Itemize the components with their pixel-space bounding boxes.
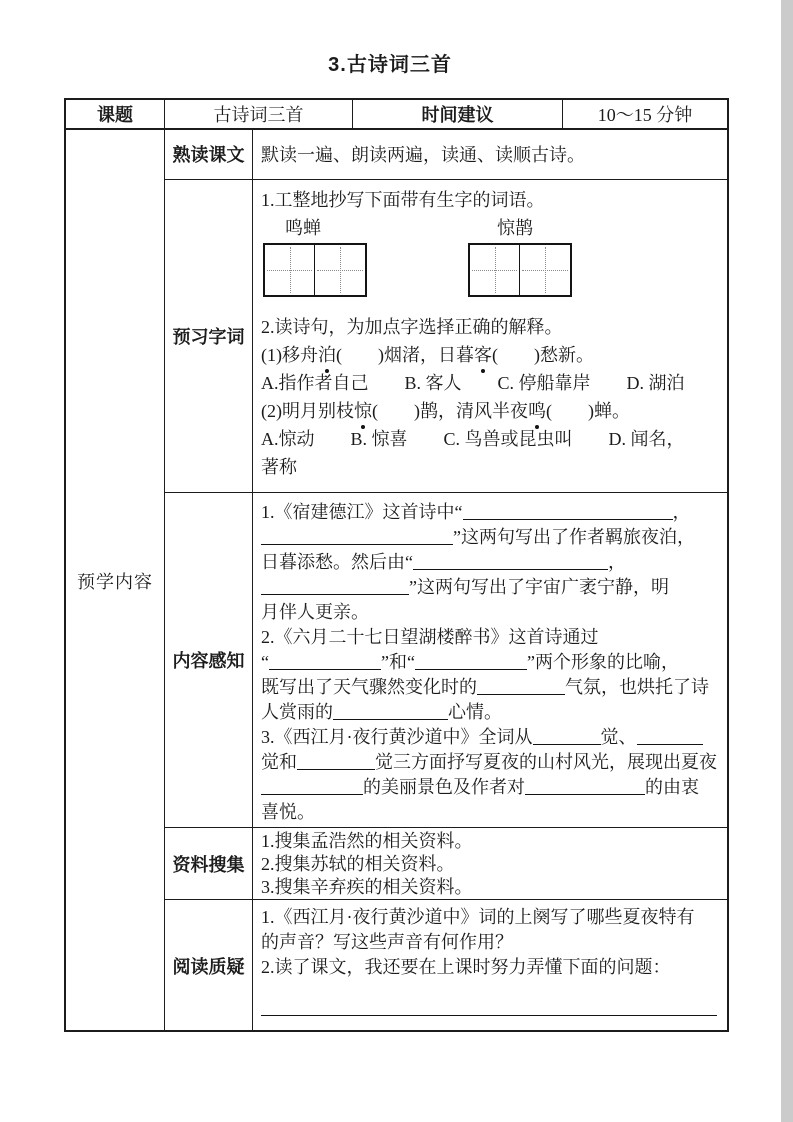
table-row-zhiyi — [165, 900, 727, 1032]
text-segment: “ — [261, 652, 269, 673]
content-line — [261, 600, 721, 625]
header-time-label: 时间建议 — [353, 100, 563, 128]
row-content — [253, 900, 727, 1032]
text-segment: (1)移舟 — [261, 344, 318, 365]
fill-blank — [525, 777, 645, 795]
row-content — [253, 493, 727, 827]
rows-column — [165, 130, 727, 1032]
row-label: 内容感知 — [165, 493, 253, 827]
page-title: 3.古诗词三首 — [328, 54, 452, 76]
text-segment: ”这两句写出了宇宙广袤宁静，明 — [409, 577, 669, 598]
text-segment: 的美丽景色及作者对 — [363, 777, 525, 798]
table-row-shudu — [165, 130, 727, 180]
text-segment: 月伴人更亲。 — [261, 602, 369, 623]
header-topic-value: 古诗词三首 — [165, 100, 353, 128]
table-row-yuxi — [165, 180, 727, 493]
text-segment: 觉三方面抒写夏夜的山村风光，展现出夏夜 — [375, 752, 717, 773]
content-line — [261, 341, 721, 369]
text-segment: 著称 — [261, 456, 297, 477]
spacer — [261, 980, 721, 996]
emphasis-dot-char: 泊 — [318, 341, 336, 369]
character-writing-figure — [261, 214, 721, 297]
worksheet-table — [64, 98, 729, 1032]
char-writing-grid — [468, 243, 572, 297]
content-line — [261, 313, 721, 341]
text-segment: 觉、 — [600, 727, 637, 748]
text-segment: 心情。 — [448, 702, 502, 723]
text-segment: 3.《西江月·夜行黄沙道中》全词从 — [261, 727, 533, 748]
table-body — [66, 130, 727, 1032]
content-line — [261, 525, 721, 550]
text-segment: 人赏雨的 — [261, 702, 333, 723]
text-segment: ( )蝉。 — [546, 400, 630, 421]
fill-blank — [261, 1023, 476, 1032]
text-segment: 1.《西江月·夜行黄沙道中》词的上阕写了哪些夏夜特有 — [261, 907, 695, 928]
text-segment: ( )愁新。 — [492, 344, 594, 365]
text-segment: 的声音？写这些声音有何作用？ — [261, 932, 513, 953]
text-segment: 2.读了课文，我还要在上课时努力弄懂下面的问题： — [261, 957, 671, 978]
content-line — [261, 186, 721, 214]
text-segment: 气氛，也烘托了诗 — [565, 677, 709, 698]
grid-word-labels — [261, 214, 721, 242]
fill-blank — [637, 727, 703, 745]
row-label: 资料搜集 — [165, 828, 253, 899]
grid-cell — [470, 245, 520, 295]
content-line — [261, 853, 721, 876]
content-line — [261, 930, 721, 955]
grid-word-label: 鸣蝉 — [285, 217, 321, 238]
fill-blank — [463, 502, 673, 520]
fill-blank — [333, 702, 448, 720]
text-segment: 喜悦。 — [261, 802, 315, 823]
content-line — [261, 425, 721, 453]
content-line — [261, 141, 585, 167]
header-time-value: 10～15 分钟 — [597, 105, 693, 125]
text-segment: ( )烟渚，日暮 — [336, 344, 474, 365]
content-line — [261, 905, 721, 930]
fill-blank — [261, 577, 409, 595]
grid-word-label: 惊鹊 — [497, 217, 533, 238]
text-segment: ”和“ — [381, 652, 415, 673]
row-label: 预习字词 — [165, 180, 253, 492]
emphasis-dot-char: 鸣 — [528, 397, 546, 425]
grid-cell — [520, 245, 570, 295]
text-segment: A.指作者自己 B. 客人 C. 停船靠岸 D. 湖泊 — [261, 372, 685, 393]
table-row-ganzhi — [165, 493, 727, 828]
content-line — [261, 625, 721, 650]
fill-blank — [533, 727, 601, 745]
text-segment: 2.搜集苏轼的相关资料。 — [261, 854, 455, 875]
row-content — [253, 130, 727, 179]
content-line — [261, 996, 721, 1021]
text-segment: ”这两句写出了作者羁旅夜泊， — [453, 527, 695, 548]
text-segment: 默读一遍、朗读两遍，读通、读顺古诗。 — [261, 145, 585, 166]
text-segment: ( )鹊，清风半夜 — [372, 400, 528, 421]
header-topic-label: 课题 — [66, 100, 165, 128]
text-segment: ， — [608, 552, 626, 573]
fill-blank — [477, 677, 565, 695]
content-line — [261, 500, 721, 525]
text-segment: 3.搜集辛弃疾的相关资料。 — [261, 877, 473, 898]
content-line — [261, 1021, 721, 1032]
spacer — [261, 297, 721, 313]
grid-cell — [315, 245, 365, 295]
content-line — [261, 575, 721, 600]
left-column-label: 预学内容 — [66, 130, 165, 1032]
text-segment: (2)明月别枝 — [261, 400, 354, 421]
fill-blank — [413, 552, 608, 570]
text-segment: ， — [672, 502, 691, 523]
text-segment: 既写出了天气骤然变化时的 — [261, 677, 477, 698]
text-segment: 的由衷 — [645, 777, 699, 798]
table-header-row — [66, 100, 727, 130]
text-segment: 2.读诗句，为加点字选择正确的解释。 — [261, 316, 563, 337]
fill-blank — [269, 652, 381, 670]
content-line — [261, 397, 721, 425]
text-segment: A.惊动 B. 惊喜 C. 鸟兽或昆虫叫 D. 闻名， — [261, 428, 685, 449]
char-writing-grid — [263, 243, 367, 297]
fill-blank — [415, 652, 527, 670]
row-content — [253, 828, 727, 899]
content-line — [261, 369, 721, 397]
content-line — [261, 955, 721, 980]
text-segment: ”两个形象的比喻， — [526, 652, 679, 673]
row-label: 熟读课文 — [165, 130, 253, 179]
text-segment: 1.工整地抄写下面带有生字的词语。 — [261, 189, 545, 210]
content-line — [261, 675, 721, 700]
text-segment: 1.搜集孟浩然的相关资料。 — [261, 831, 473, 852]
content-line — [261, 725, 721, 750]
content-line — [261, 830, 721, 853]
text-segment: 2.《六月二十七日望湖楼醉书》这首诗通过 — [261, 627, 599, 648]
row-label: 阅读质疑 — [165, 900, 253, 1032]
text-segment: 1.《宿建德江》这首诗中“ — [261, 502, 463, 523]
fill-blank — [261, 777, 363, 795]
content-line — [261, 800, 721, 825]
fill-blank — [261, 998, 717, 1016]
text-segment: 觉和 — [261, 752, 297, 773]
text-segment: 日暮添愁。然后由“ — [261, 552, 413, 573]
grid-boxes-row — [261, 243, 721, 297]
content-line — [261, 453, 721, 481]
emphasis-dot-char: 客 — [474, 341, 492, 369]
content-line — [261, 550, 721, 575]
content-line — [261, 650, 721, 675]
content-line — [261, 775, 721, 800]
content-line — [261, 750, 721, 775]
fill-blank — [297, 752, 375, 770]
grid-cell — [265, 245, 315, 295]
content-line — [261, 700, 721, 725]
scan-page-edge — [781, 0, 793, 1122]
content-line — [261, 876, 721, 899]
row-content — [253, 180, 727, 492]
table-row-ziliao — [165, 828, 727, 900]
fill-blank — [261, 527, 453, 545]
emphasis-dot-char: 惊 — [354, 397, 372, 425]
